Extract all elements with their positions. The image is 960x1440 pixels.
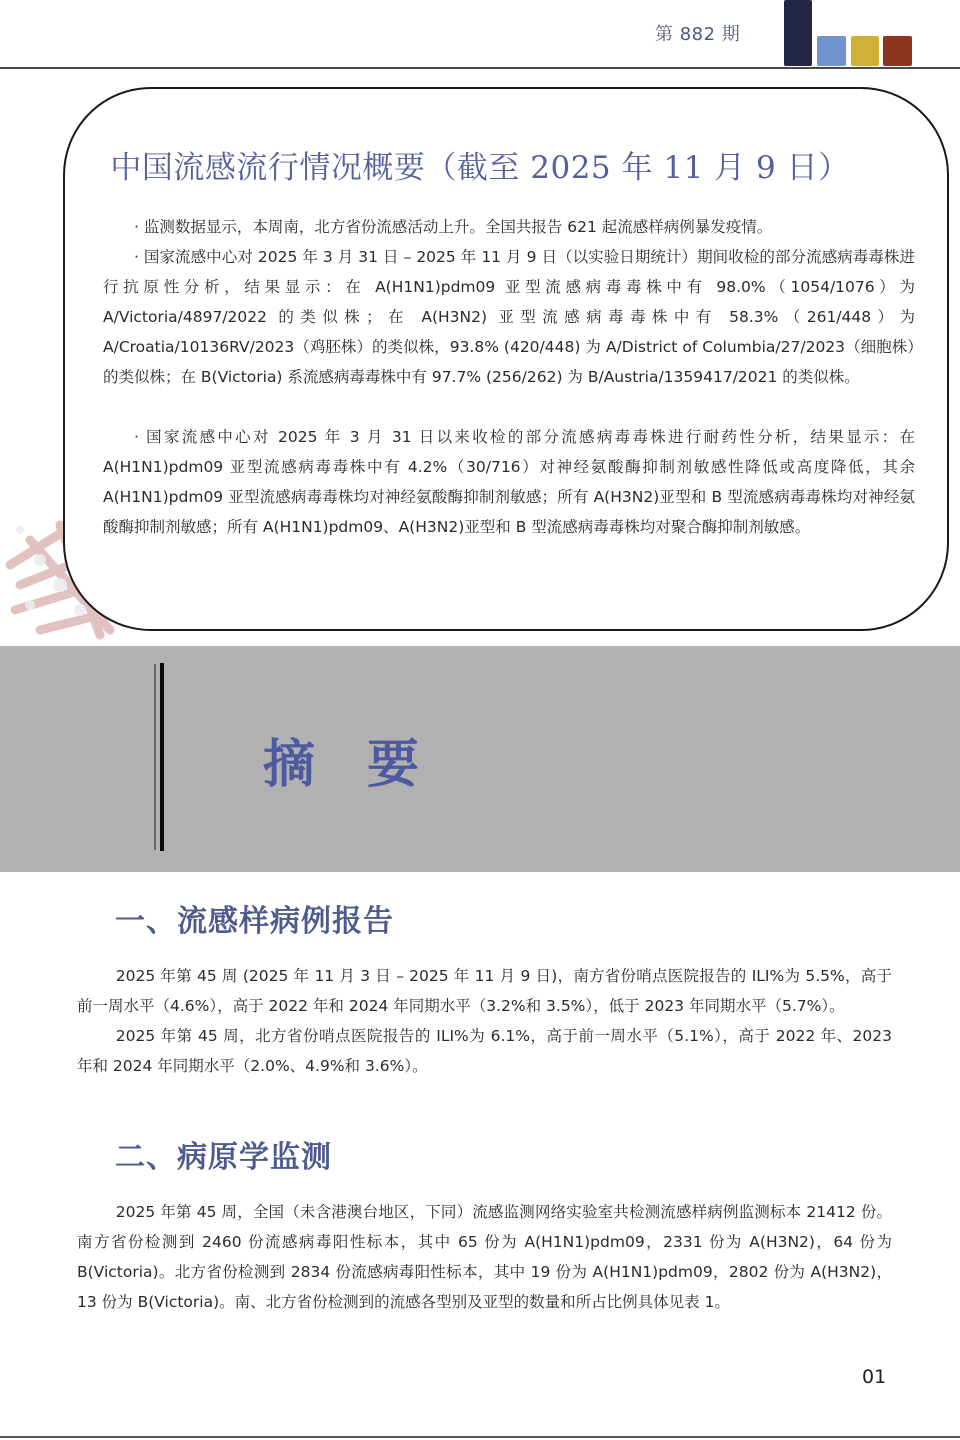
footer-divider bbox=[0, 1436, 960, 1438]
summary-bullet-text: · 国家流感中心对 2025 年 3 月 31 日以来收检的部分流感病毒毒株进行耐药性分析，结果显示：在 A(H1N1)pdm09 亚型流感病毒毒株中有 4.2%（30/716）对神经氨酸酶抑制剂敏感性降低或高度降低，其余 A(H1N1)pdm09 亚型流感病毒毒株均对神经氨酸酶抑制剂敏感；所有 A(H3N2)亚型和 B 型流感病毒毒株均对神经氨酸酶抑制剂敏感；所有 A(H1N1)pdm09、A(H3N2)亚型和 B 型流感病毒毒株均对聚合酶抑制剂敏感。 bbox=[103, 428, 915, 536]
summary-title: 中国流感流行情况概要（截至 2025 年 11 月 9 日） bbox=[110, 150, 850, 186]
section-heading-pathogen-surveillance: 二、病原学监测 bbox=[115, 1140, 332, 1175]
section-paragraph: 2025 年第 45 周，北方省份哨点医院报告的 ILI%为 6.1%，高于前一周水平（5.1%），高于 2022 年、2023 年和 2024 年同期水平（2.0%、4.9%和 3.6%）。 bbox=[77, 1027, 892, 1075]
section-pathogen-body bbox=[77, 1197, 892, 1317]
header-deco-bar-navy bbox=[784, 0, 812, 66]
header-deco-bar-gold bbox=[851, 36, 879, 66]
summary-paragraph-1 bbox=[103, 212, 915, 242]
page-number: 01 bbox=[862, 1366, 887, 1388]
section-paragraph: 2025 年第 45 周 (2025 年 11 月 3 日 – 2025 年 11 月 9 日)，南方省份哨点医院报告的 ILI%为 5.5%，高于前一周水平（4.6%），高于 2022 年和 2024 年同期水平（3.2%和 3.5%），低于 2023 年同期水平（5.7%）。 bbox=[77, 967, 892, 1015]
summary-bullet-text: · 国家流感中心对 2025 年 3 月 31 日 – 2025 年 11 月 9 日（以实验日期统计）期间收检的部分流感病毒毒株进行抗原性分析，结果显示：在 A(H1N1)pdm09 亚型流感病毒毒株中有 98.0%（1054/1076）为 A/Victoria/4897/2022 的类似株；在 A(H3N2) 亚型流感病毒毒株中有 58.3%（261/448）为 A/Croatia/10136RV/2023（鸡胚株）的类似株，93.8% (420/448) 为 A/District of Columbia/27/2023（细胞株）的类似株；在 B(Victoria) 系流感病毒毒株中有 97.7% (256/262) 为 B/Austria/1359417/2021 的类似株。 bbox=[103, 248, 915, 386]
section-paragraph: 2025 年第 45 周，全国（未含港澳台地区，下同）流感监测网络实验室共检测流感样病例监测标本 21412 份。南方省份检测到 2460 份流感病毒阳性标本，其中 65 份为 A(H1N1)pdm09，2331 份为 A(H3N2)，64 份为 B(Victoria)。北方省份检测到 2834 份流感病毒阳性标本，其中 19 份为 A(H1N1)pdm09，2802 份为 A(H3N2)，13 份为 B(Victoria)。南、北方省份检测到的流感各型别及亚型的数量和所占比例具体见表 1。 bbox=[77, 1203, 892, 1311]
banner-divider-thick bbox=[160, 663, 164, 851]
section-ili-report-body bbox=[77, 961, 892, 1081]
summary-bullet-text: · 监测数据显示，本周南，北方省份流感活动上升。全国共报告 621 起流感样病例暴发疫情。 bbox=[134, 218, 773, 236]
issue-number: 第 882 期 bbox=[655, 24, 741, 45]
section-heading-ili-report: 一、流感样病例报告 bbox=[115, 904, 394, 939]
header-deco-bar-blue bbox=[817, 36, 846, 66]
banner-divider-thin bbox=[154, 664, 156, 850]
header-divider bbox=[0, 67, 960, 69]
abstract-banner bbox=[0, 646, 960, 872]
summary-paragraph-2 bbox=[103, 242, 915, 392]
header-deco-bar-rust bbox=[883, 36, 912, 66]
summary-paragraph-3 bbox=[103, 422, 915, 542]
abstract-title: 摘要 bbox=[263, 735, 472, 795]
